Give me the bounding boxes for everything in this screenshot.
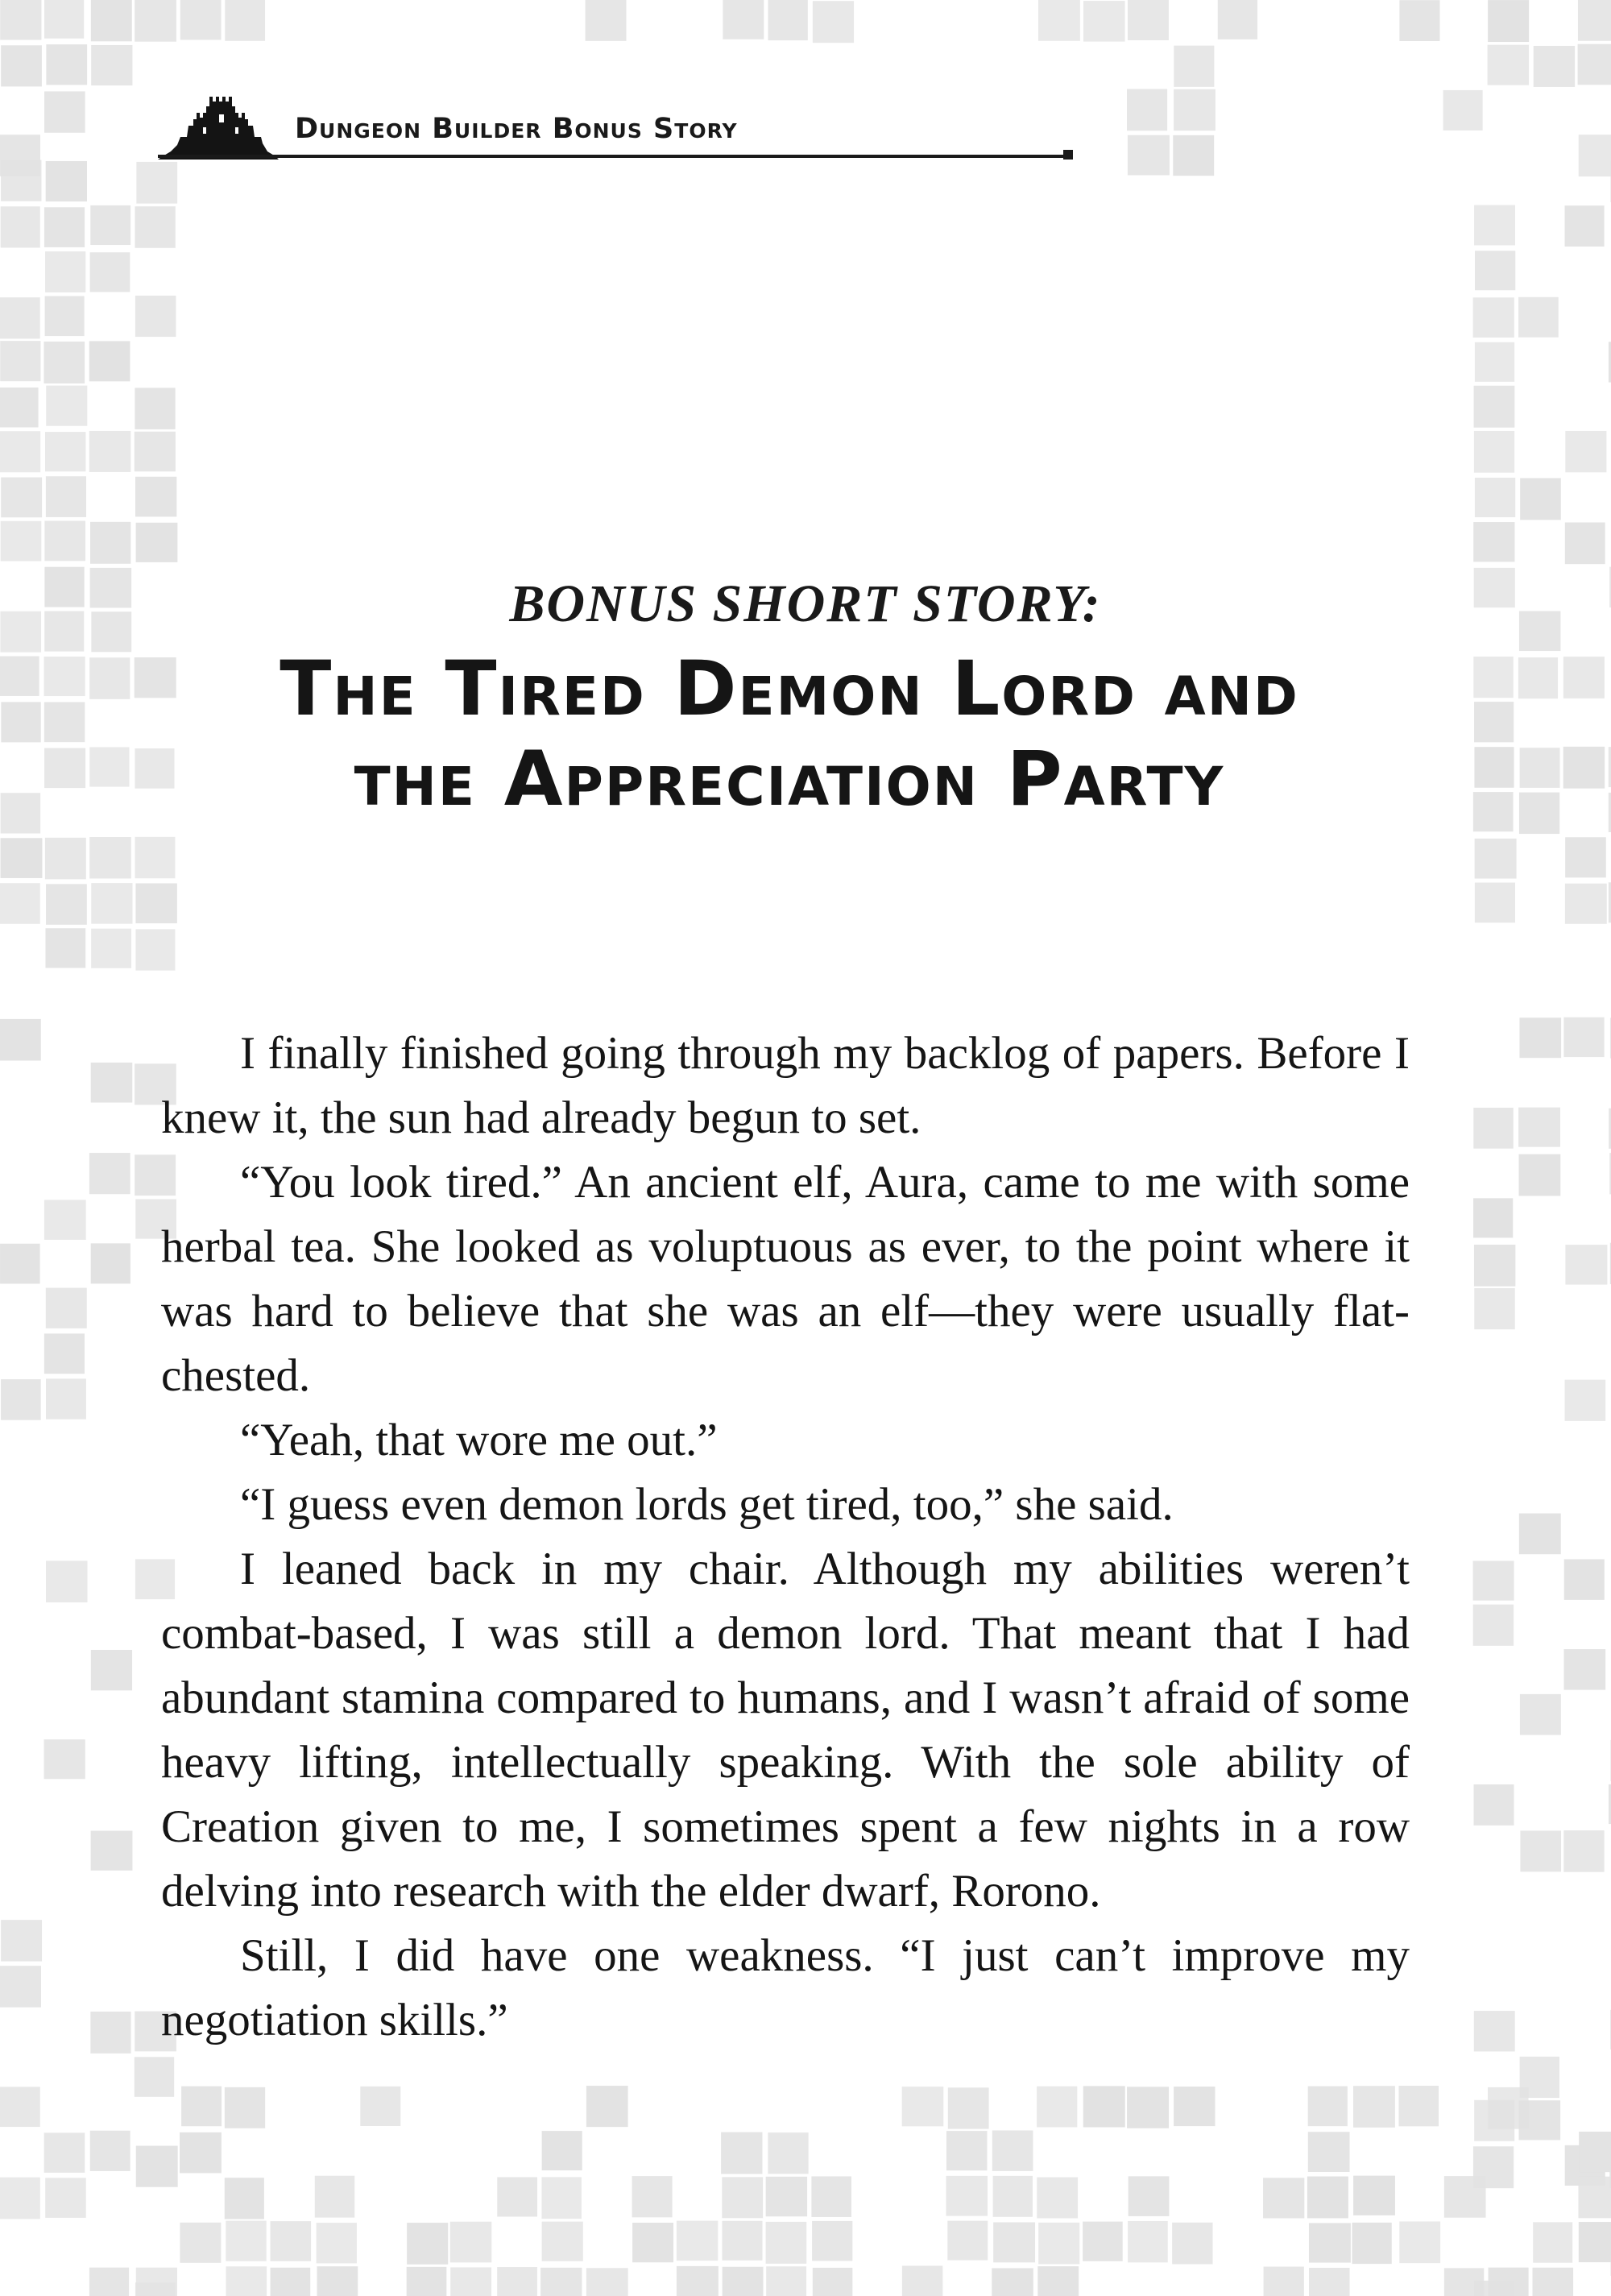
decor-tile xyxy=(723,0,764,39)
decor-tile xyxy=(44,0,84,39)
decor-tile xyxy=(1174,89,1215,131)
decor-tile xyxy=(1474,1288,1515,1329)
decor-tile xyxy=(0,297,40,338)
decor-tile xyxy=(811,2176,851,2217)
decor-tile xyxy=(0,657,39,696)
decor-tile xyxy=(1519,1514,1561,1555)
decor-tile xyxy=(44,1333,85,1374)
decor-tile xyxy=(1565,1380,1606,1421)
header-rule-end-square xyxy=(1063,150,1073,160)
decor-tile xyxy=(1474,386,1515,428)
decor-tile xyxy=(1174,2087,1215,2126)
decor-tile xyxy=(946,2176,988,2216)
decor-tile xyxy=(723,2221,763,2261)
decor-tile xyxy=(44,521,85,562)
decor-tile xyxy=(1565,431,1606,472)
decor-tile xyxy=(1475,251,1515,290)
decor-tile xyxy=(44,1739,85,1779)
decor-tile xyxy=(1264,2267,1304,2296)
decor-tile xyxy=(450,2267,491,2296)
decor-tile xyxy=(766,2266,806,2296)
decor-tile xyxy=(1473,1198,1513,1237)
decor-tile xyxy=(44,1200,86,1240)
decor-tile xyxy=(0,0,41,40)
decor-tile xyxy=(1218,0,1257,39)
decor-tile xyxy=(44,748,85,789)
decor-tile xyxy=(542,2131,582,2170)
decor-tile xyxy=(1307,2177,1348,2219)
decor-tile xyxy=(540,2268,582,2296)
decor-tile xyxy=(1565,884,1607,924)
decor-tile xyxy=(1173,135,1214,176)
decor-tile xyxy=(1475,839,1517,879)
decor-tile xyxy=(1129,2176,1170,2216)
decor-tile xyxy=(1128,0,1169,40)
decor-tile xyxy=(0,1244,40,1284)
decor-tile xyxy=(1474,1784,1514,1826)
decor-tile xyxy=(90,205,130,245)
decor-tile xyxy=(1564,1559,1605,1599)
decor-tile xyxy=(1473,1605,1514,1646)
decor-tile xyxy=(315,2176,354,2218)
decor-tile xyxy=(1398,2086,1439,2126)
decor-tile xyxy=(1,45,42,86)
running-header-title: Dungeon Builder Bonus Story xyxy=(295,113,738,145)
decor-tile xyxy=(1399,0,1439,41)
paragraph: Still, I did have one weakness. “I just can’t improve my negotiation skills.” xyxy=(161,1930,1410,2045)
decor-tile xyxy=(1309,2223,1351,2262)
decor-tile xyxy=(766,2222,807,2264)
decor-tile xyxy=(225,0,265,41)
decor-tile xyxy=(1534,46,1575,87)
decor-tile xyxy=(0,883,40,923)
decor-tile xyxy=(1443,90,1483,131)
decor-tile xyxy=(89,837,131,878)
decor-tile xyxy=(1488,0,1529,42)
decor-tile xyxy=(45,928,85,968)
decor-tile xyxy=(1127,2087,1169,2128)
decor-tile xyxy=(1579,2222,1611,2262)
decor-tile xyxy=(135,883,176,923)
decor-tile xyxy=(1038,0,1080,41)
decor-tile xyxy=(91,1831,133,1871)
decor-tile xyxy=(135,388,175,429)
decor-tile xyxy=(0,341,40,381)
decor-tile xyxy=(317,2266,358,2296)
decor-tile xyxy=(497,2177,537,2216)
decor-tile xyxy=(90,2012,130,2054)
decor-tile xyxy=(225,2178,264,2219)
decor-tile xyxy=(46,1378,86,1419)
decor-tile xyxy=(44,207,85,247)
decor-tile xyxy=(1473,522,1514,562)
decor-tile xyxy=(0,1019,41,1061)
decor-tile xyxy=(1475,342,1514,382)
decor-tile xyxy=(180,2223,221,2263)
decor-tile xyxy=(135,929,175,970)
decor-tile xyxy=(1473,1560,1514,1600)
decor-tile xyxy=(46,386,87,426)
header-rule xyxy=(158,155,1066,158)
decor-tile xyxy=(586,2086,628,2127)
decor-tile xyxy=(1,1920,42,1961)
decor-tile xyxy=(135,837,176,878)
decor-tile xyxy=(91,883,132,924)
decor-tile xyxy=(45,296,85,337)
decor-tile xyxy=(1,702,40,742)
decor-tile xyxy=(1488,2087,1528,2129)
decor-tile xyxy=(136,2268,177,2296)
decor-tile xyxy=(1038,2223,1079,2265)
decor-tile xyxy=(0,388,39,427)
decor-tile xyxy=(46,1288,87,1328)
decor-tile xyxy=(1519,1017,1561,1058)
decor-tile xyxy=(1474,205,1515,246)
decor-tile xyxy=(723,2267,764,2296)
decor-tile xyxy=(1083,2086,1125,2127)
decor-tile xyxy=(90,522,130,564)
decor-tile xyxy=(1037,2087,1077,2128)
decor-tile xyxy=(768,0,807,40)
decor-tile xyxy=(407,2267,447,2296)
story-title-line-1: The Tired Demon Lord and xyxy=(280,645,1299,733)
decor-tile xyxy=(450,2222,492,2263)
decor-tile xyxy=(1474,747,1514,788)
decor-tile xyxy=(225,2087,265,2128)
decor-tile xyxy=(1520,1694,1561,1735)
decor-tile xyxy=(89,341,130,381)
decor-tile xyxy=(586,0,627,41)
decor-tile xyxy=(632,2176,673,2217)
decor-tile xyxy=(1174,46,1214,87)
paragraph: I leaned back in my chair. Although my abilities weren’t combat-based, I was still a demon lord. That meant that I had abundant stamina compared to humans, and I wasn’t afraid of some heavy lifting, intellectually speaking. With the sole ability of Creation given to me, I sometimes spent a few nights in a row delving into research with the elder dwarf, Rorono. xyxy=(161,1544,1410,1917)
decor-tile xyxy=(1,838,43,878)
decor-tile xyxy=(1520,1830,1561,1871)
decor-tile xyxy=(1,478,42,518)
decor-tile xyxy=(586,2268,628,2296)
decor-tile xyxy=(1579,135,1611,176)
decor-tile xyxy=(317,2223,357,2263)
paragraph: “Yeah, that wore me out.” xyxy=(240,1415,718,1465)
decor-tile xyxy=(46,1560,87,1602)
story-title-line-2: the Appreciation Party xyxy=(354,736,1225,823)
decor-tile xyxy=(1037,2178,1078,2219)
decor-tile xyxy=(89,2268,129,2296)
decor-tile xyxy=(89,431,131,472)
paragraph: “I guess even demon lords get tired, too,” she said. xyxy=(240,1479,1174,1530)
running-header xyxy=(158,71,1076,168)
decor-tile xyxy=(407,2223,448,2265)
decor-tile xyxy=(1565,205,1605,247)
decor-tile xyxy=(1520,478,1561,520)
decor-tile xyxy=(1578,2177,1611,2219)
decor-tile xyxy=(1128,135,1170,176)
decor-tile xyxy=(1518,297,1559,338)
decor-tile xyxy=(677,2266,719,2296)
decor-tile xyxy=(948,2087,989,2128)
decor-tile xyxy=(992,2268,1033,2296)
decor-tile xyxy=(1,793,41,833)
decor-tile xyxy=(1488,45,1529,85)
decor-tile xyxy=(91,0,132,41)
decor-tile xyxy=(44,2132,85,2173)
decor-tile xyxy=(1565,1245,1607,1284)
decor-tile xyxy=(1489,2268,1529,2296)
story-body xyxy=(161,1022,1410,2053)
decor-tile xyxy=(1563,747,1605,789)
decor-tile xyxy=(768,2132,808,2174)
decor-tile xyxy=(226,2221,266,2261)
decor-tile xyxy=(45,432,85,471)
paragraph: I finally finished going through my backlog of papers. Before I knew it, the sun had already begun to set. xyxy=(161,1028,1410,1143)
story-kicker: BONUS SHORT STORY: xyxy=(509,574,1102,633)
decor-tile xyxy=(1083,2222,1123,2261)
decor-tile xyxy=(44,91,85,132)
decor-tile xyxy=(1475,478,1515,517)
decor-tile xyxy=(135,2057,174,2097)
decor-tile xyxy=(1308,2132,1350,2172)
decor-tile xyxy=(1352,2223,1392,2264)
decor-tile xyxy=(1473,1108,1513,1149)
decor-tile xyxy=(946,2131,987,2170)
decor-tile xyxy=(947,2221,988,2261)
decor-tile xyxy=(1565,837,1606,877)
decor-tile xyxy=(91,929,131,968)
decor-tile xyxy=(45,838,86,880)
decor-tile xyxy=(271,2268,311,2296)
decor-tile xyxy=(1127,89,1167,131)
decor-tile xyxy=(1444,2268,1484,2296)
decor-tile xyxy=(0,2087,40,2127)
decor-tile xyxy=(1,1379,41,1420)
decor-tile xyxy=(1474,431,1514,473)
decor-tile xyxy=(1519,1154,1561,1196)
decor-tile xyxy=(1353,2086,1395,2128)
decor-tile xyxy=(1563,1649,1605,1690)
decor-tile xyxy=(44,702,85,742)
decor-tile xyxy=(1579,2132,1611,2172)
decor-tile xyxy=(1563,1017,1604,1057)
decor-tile xyxy=(226,2266,267,2296)
decor-tile xyxy=(1475,883,1515,923)
decor-tile xyxy=(722,2177,763,2218)
decor-tile xyxy=(1083,1,1125,42)
decor-tile xyxy=(1473,792,1514,831)
decor-tile xyxy=(91,1243,130,1283)
decor-tile xyxy=(45,2178,85,2218)
decor-tile xyxy=(1520,748,1560,788)
decor-tile xyxy=(1563,1830,1604,1872)
decor-tile xyxy=(632,2223,673,2262)
decor-tile xyxy=(1,521,42,562)
decor-tile xyxy=(1353,2176,1395,2215)
decor-tile xyxy=(1172,2223,1212,2265)
decor-tile xyxy=(44,342,85,383)
decor-tile xyxy=(541,2177,581,2219)
decor-tile xyxy=(542,2222,583,2261)
decor-tile xyxy=(497,2267,537,2296)
decor-tile xyxy=(1128,2221,1168,2262)
decor-tile xyxy=(1474,2011,1515,2051)
decor-tile xyxy=(721,2132,762,2174)
decor-tile xyxy=(1565,522,1605,564)
decor-tile xyxy=(271,2221,312,2261)
decor-tile xyxy=(1578,44,1611,85)
decor-tile xyxy=(136,523,178,562)
decor-tile xyxy=(46,884,87,924)
decor-tile xyxy=(44,657,85,696)
decor-tile xyxy=(1563,657,1605,698)
decor-tile xyxy=(1518,657,1558,698)
decor-tile xyxy=(1444,2176,1486,2218)
decor-tile xyxy=(902,2266,942,2296)
decor-tile xyxy=(135,0,176,42)
decor-tile xyxy=(46,476,86,517)
decor-tile xyxy=(180,2132,222,2174)
story-title xyxy=(113,644,1466,825)
castle-silhouette-icon xyxy=(158,81,279,160)
decor-tile xyxy=(181,2087,222,2127)
decor-tile xyxy=(1578,0,1611,41)
decor-tile xyxy=(1399,2221,1440,2263)
decor-tile xyxy=(46,161,87,201)
decor-tile xyxy=(360,2087,400,2126)
decor-tile xyxy=(1533,2222,1572,2262)
decor-tile xyxy=(90,2131,130,2171)
decor-tile xyxy=(1473,657,1513,698)
decor-tile xyxy=(1263,2178,1304,2218)
paragraph: “You look tired.” An ancient elf, Aura, came to me with some herbal tea. She looked as voluptuous as ever, to the point where it was hard to believe that she was an elf—they were usually flat-chested. xyxy=(161,1157,1410,1401)
decor-tile xyxy=(993,2176,1033,2217)
decor-tile xyxy=(135,296,176,337)
decor-tile xyxy=(992,2131,1033,2171)
decor-tile xyxy=(1309,2268,1350,2296)
decor-tile xyxy=(135,206,176,248)
decor-tile xyxy=(135,432,176,472)
decor-tile xyxy=(813,2268,853,2296)
decor-tile xyxy=(1519,793,1559,834)
decor-tile xyxy=(1,206,40,247)
decor-tile xyxy=(902,2087,944,2126)
decor-tile xyxy=(1473,297,1514,338)
decor-tile xyxy=(89,1153,130,1194)
decor-tile xyxy=(677,2221,718,2261)
decor-tile xyxy=(812,2221,852,2261)
decor-tile xyxy=(136,162,177,204)
decor-tile xyxy=(0,2178,40,2219)
decor-tile xyxy=(1037,2266,1079,2296)
decor-tile xyxy=(813,1,854,43)
decor-tile xyxy=(136,2146,178,2187)
decor-tile xyxy=(90,252,130,292)
decor-tile xyxy=(1308,2087,1348,2127)
decor-tile xyxy=(1474,1245,1515,1287)
decor-tile xyxy=(91,45,132,85)
decor-tile xyxy=(1474,702,1514,742)
decor-tile xyxy=(993,2223,1035,2263)
decor-tile xyxy=(180,0,222,39)
decor-tile xyxy=(766,2177,807,2216)
decor-tile xyxy=(0,1966,41,2008)
decor-tile xyxy=(1518,1108,1560,1147)
decor-tile xyxy=(45,251,85,292)
decor-tile xyxy=(0,431,40,472)
decor-tile xyxy=(1533,2268,1574,2296)
decor-tile xyxy=(1,160,41,201)
decor-tile xyxy=(91,1063,133,1103)
decor-tile xyxy=(135,477,176,517)
decor-tile xyxy=(91,1650,132,1690)
decor-tile xyxy=(46,44,87,85)
